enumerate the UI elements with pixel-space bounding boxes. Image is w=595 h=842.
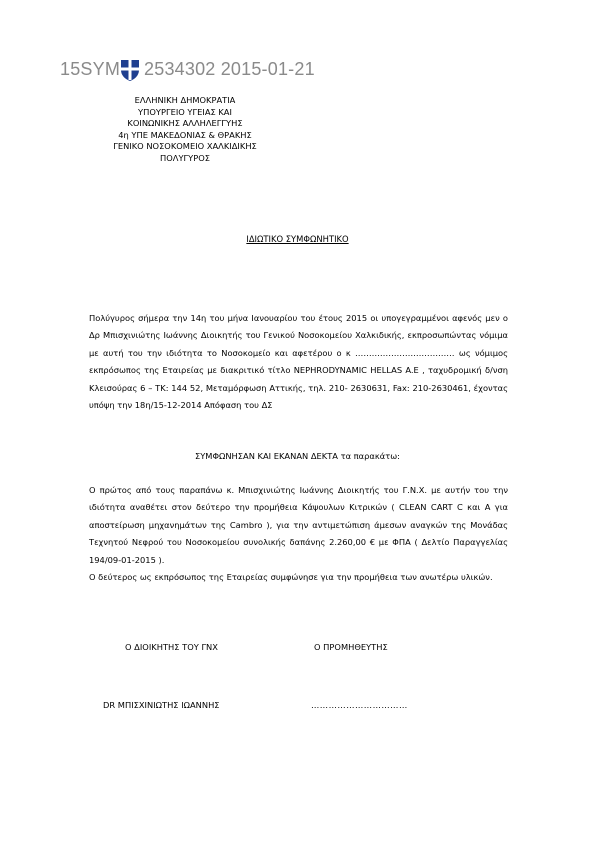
intro-paragraph: Πολύγυρος σήμερα την 14η του μήνα Ιανουαρίου του έτους 2015 οι υπογεγραμμένοι αφενός μεν ο Δρ Μπισχινιώτης Ιωάννης Διοικητής του Γενικού Νοσοκομείου Χαλκιδικής, εκπροσωπώντας νόμιμα με αυτή του την ιδιότητα το Νοσοκομείο και αφετέρου ο κ ……………………………… ως νόμιμος εκπρόσωπος της Εταιρείας με διακριτικό τίτλο NEPHRODYNAMIC HELLAS A.E , ταχυδρομική δ/νση Κλεισούρας 6 – ΤΚ: 144 52, Μεταμόρφωση Αττικής, τηλ. 210- 2630631, Fax: 210-2630461, έχοντας υπόψη την 18η/15-12-2014 Απόφαση του ΔΣ (89, 313, 508, 411)
letterhead-line: ΚΟΙΝΩΝΙΚΗΣ ΑΛΛΗΛΕΓΓΥΗΣ (127, 118, 243, 129)
letterhead-line: ΓΕΝΙΚΟ ΝΟΣΟΚΟΜΕΙΟ ΧΑΛΚΙΔΙΚΗΣ (113, 141, 257, 152)
supplier-name-blank: …………………………… (311, 700, 408, 710)
letterhead-line: 4η ΥΠΕ ΜΑΚΕΔΟΝΙΑΣ & ΘΡΑΚΗΣ (118, 129, 252, 140)
document-title (0, 234, 595, 244)
supplier-signature-label: Ο ΠΡΟΜΗΘΕΥΤΗΣ (314, 642, 388, 652)
document-id-prefix: 15SYM (60, 59, 121, 79)
assignment-paragraph: Ο πρώτος από τους παραπάνω κ. Μπισχινιώτης Ιωάννης Διοικητής του Γ.Ν.Χ. με αυτήν του την ιδιότητα αναθέτει στον δεύτερο την προμήθεια Κάψουλων Κιτρικών ( CLEAN CART C και A για αποστείρωση μηχανημάτων της Cambro ), για την αντιμετώπιση άμεσων αναγκών της Μονάδας Τεχνητού Νεφρού του Νοσοκομείου συνολικής δαπάνης 2.260,00 € με ΦΠΑ ( Δελτίο Παραγγελίας 194/09-01-2015 ). (89, 485, 508, 565)
letterhead-line: ΕΛΛΗΝΙΚΗ ΔΗΜΟΚΡΑΤΙΑ (134, 95, 236, 105)
director-name: DR ΜΠΙΣΧΙΝΙΩΤΗΣ ΙΩΑΝΝΗΣ (103, 700, 220, 710)
agreement-heading: ΣΥΜΦΩΝΗΣΑΝ ΚΑΙ ΕΚΑΝΑΝ ΔΕΚΤΑ τα παρακάτω: (195, 451, 400, 461)
document-title-text: ΙΔΙΩΤΙΚΟ ΣΥΜΦΩΝΗΤΙΚΟ (246, 234, 349, 244)
document-id-suffix: 2534302 2015-01-21 (144, 59, 315, 79)
acceptance-paragraph: Ο δεύτερος ως εκπρόσωπος της Εταιρείας συμφώνησε για την προμήθεια των ανωτέρω υλικών. (89, 572, 493, 582)
letterhead-line: ΥΠΟΥΡΓΕΙΟ ΥΓΕΙΑΣ ΚΑΙ (138, 106, 232, 117)
document-id (60, 59, 315, 80)
greek-coat-of-arms-icon (118, 58, 142, 82)
letterhead-line: ΠΟΛΥΓΥΡΟΣ (160, 152, 210, 163)
letterhead (60, 95, 310, 165)
director-signature-label: Ο ΔΙΟΙΚΗΤΗΣ ΤΟΥ ΓΝΧ (125, 642, 218, 652)
